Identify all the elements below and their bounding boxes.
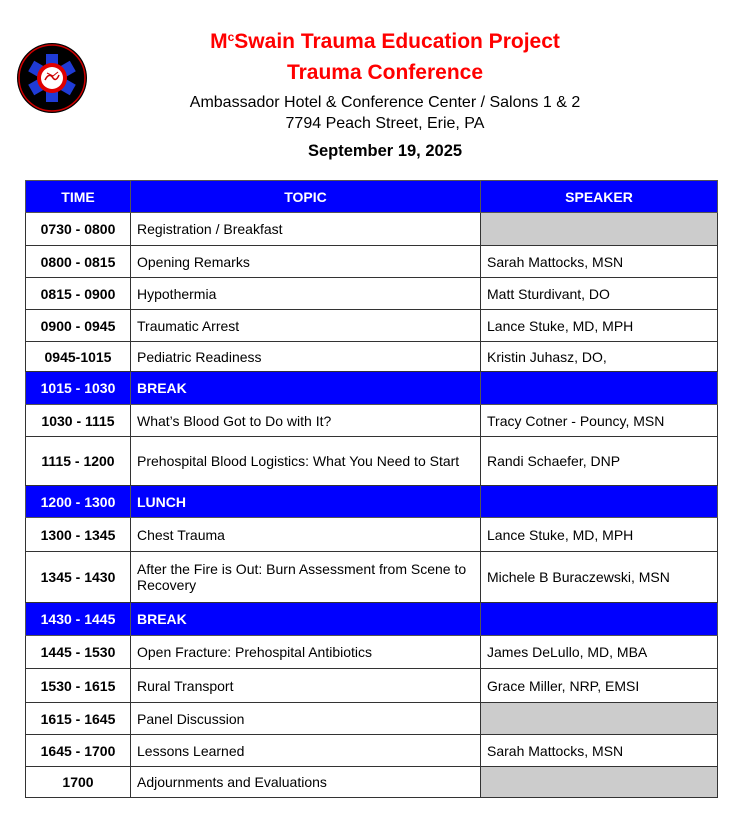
table-row [26,636,718,669]
speaker-cell [481,703,718,735]
time-cell: 1530 - 1615 [26,669,131,703]
time-cell: 0945-1015 [26,342,131,372]
topic-cell: BREAK [131,372,481,405]
time-cell: 1345 - 1430 [26,552,131,603]
topic-cell: Panel Discussion [131,703,481,735]
time-cell: 0815 - 0900 [26,278,131,310]
speaker-cell: Randi Schaefer, DNP [481,437,718,486]
table-row [26,213,718,246]
topic-cell: Registration / Breakfast [131,213,481,246]
topic-cell: Prehospital Blood Logistics: What You Need to Start [131,437,481,486]
topic-cell: After the Fire is Out: Burn Assessment from Scene to Recovery [131,552,481,603]
time-cell: 1700 [26,767,131,798]
break-row [26,486,718,518]
time-cell: 1300 - 1345 [26,518,131,552]
time-cell: 1015 - 1030 [26,372,131,405]
topic-cell: Open Fracture: Prehospital Antibiotics [131,636,481,669]
speaker-cell: James DeLullo, MD, MBA [481,636,718,669]
venue: Ambassador Hotel & Conference Center / Salons 1 & 2 [189,94,581,111]
table-row [26,735,718,767]
speaker-cell: Sarah Mattocks, MSN [481,735,718,767]
topic-cell: Adjournments and Evaluations [131,767,481,798]
column-header-topic: TOPIC [131,181,481,213]
speaker-cell: Tracy Cotner - Pouncy, MSN [481,405,718,437]
time-cell: 0900 - 0945 [26,310,131,342]
address: 7794 Peach Street, Erie, PA [285,115,485,132]
table-header-row [26,181,718,213]
schedule-table [25,180,718,798]
event-date: September 19, 2025 [307,142,463,160]
speaker-cell [481,372,718,405]
conference-title: Trauma Conference [286,61,484,84]
topic-cell: Pediatric Readiness [131,342,481,372]
column-header-speaker: SPEAKER [481,181,718,213]
program-title: $M^cSwain$ Trauma Education Project [210,30,560,53]
break-row [26,372,718,405]
speaker-cell: Sarah Mattocks, MSN [481,246,718,278]
speaker-cell: Matt Sturdivant, DO [481,278,718,310]
speaker-cell: Lance Stuke, MD, MPH [481,518,718,552]
table-row [26,669,718,703]
time-cell: 0730 - 0800 [26,213,131,246]
time-cell: 1030 - 1115 [26,405,131,437]
table-row [26,703,718,735]
topic-cell: Hypothermia [131,278,481,310]
speaker-cell: Kristin Juhasz, DO, [481,342,718,372]
time-cell: 1115 - 1200 [26,437,131,486]
table-row [26,552,718,603]
table-row [26,518,718,552]
topic-cell: What’s Blood Got to Do with It? [131,405,481,437]
table-row [26,405,718,437]
speaker-cell: Grace Miller, NRP, EMSI [481,669,718,703]
topic-cell: Traumatic Arrest [131,310,481,342]
speaker-cell [481,603,718,636]
table-row [26,767,718,798]
table-row [26,342,718,372]
topic-cell: BREAK [131,603,481,636]
speaker-cell [481,486,718,518]
time-cell: 1645 - 1700 [26,735,131,767]
table-row [26,310,718,342]
topic-cell: Opening Remarks [131,246,481,278]
column-header-time: TIME [26,181,131,213]
topic-cell: Lessons Learned [131,735,481,767]
speaker-cell [481,213,718,246]
speaker-cell: Lance Stuke, MD, MPH [481,310,718,342]
time-cell: 1430 - 1445 [26,603,131,636]
speaker-cell: Michele B Buraczewski, MSN [481,552,718,603]
table-row [26,246,718,278]
speaker-cell [481,767,718,798]
table-row [26,278,718,310]
time-cell: 1445 - 1530 [26,636,131,669]
table-row [26,437,718,486]
break-row [26,603,718,636]
topic-cell: Chest Trauma [131,518,481,552]
time-cell: 1200 - 1300 [26,486,131,518]
time-cell: 1615 - 1645 [26,703,131,735]
topic-cell: LUNCH [131,486,481,518]
mcswain-logo [16,42,88,114]
time-cell: 0800 - 0815 [26,246,131,278]
topic-cell: Rural Transport [131,669,481,703]
